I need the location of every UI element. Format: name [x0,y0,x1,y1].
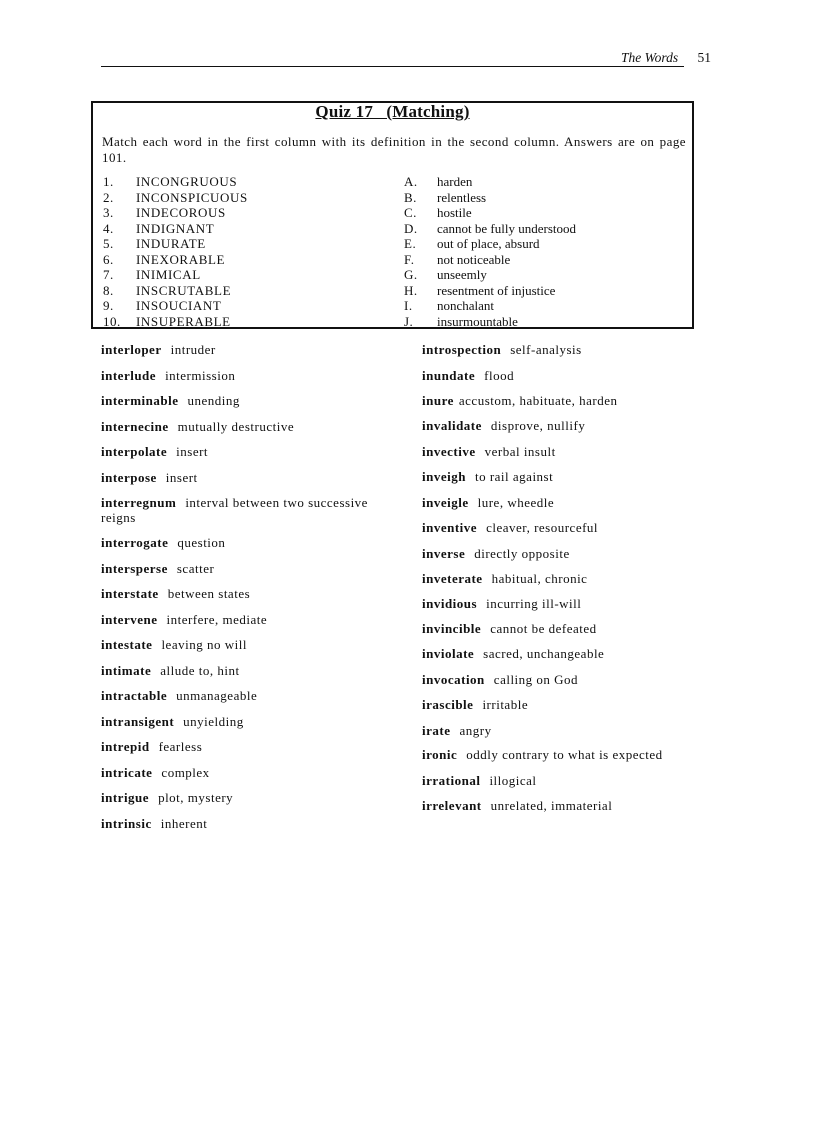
quiz-definition-letter: I. [404,298,413,313]
quiz-word-list [103,174,393,329]
quiz-word: INEXORABLE [136,251,226,267]
quiz-definition-text: harden [437,174,473,189]
vocab-definition: insert [165,469,198,485]
vocab-definition: angry [459,722,492,738]
quiz-word-number: 6. [103,251,114,267]
vocab-term: intricate [101,764,153,780]
quiz-word-number: 9. [103,298,114,313]
quiz-definition-letter: H. [404,282,418,298]
vocab-entry [101,561,401,576]
quiz-word: INDURATE [136,236,206,251]
vocab-term: inventive [422,520,478,535]
vocab-entry [422,621,712,636]
vocab-column-left [101,338,401,831]
quiz-definition-text: nonchalant [437,298,495,313]
quiz-word: INCONGRUOUS [136,174,238,189]
vocab-definition: sacred, unchangeable [483,646,605,661]
vocab-term: irate [422,722,451,738]
vocab-term: invocation [422,671,485,687]
quiz-definition-letter: J. [404,313,414,329]
quiz-word-item [103,252,393,268]
quiz-instructions: Match each word in the first column with its definition in the second column. Answers are on page 101. [102,134,686,165]
quiz-definition-item [404,252,689,268]
vocab-definition: directly opposite [474,545,570,561]
quiz-definition-letter: A. [404,174,418,189]
vocab-term: inure [422,392,454,408]
vocab-definition: to rail against [474,469,554,484]
vocab-entry [422,444,712,459]
vocab-definition: flood [484,367,515,383]
vocab-term: intrepid [101,739,150,754]
quiz-definition-letter: F. [404,251,415,267]
vocab-definition: interfere, mediate [166,611,268,627]
quiz-definition-item [404,205,689,221]
vocab-definition: mutually destructive [177,418,295,434]
vocab-entry [422,646,712,661]
vocab-definition: oddly contrary to what is expected [466,746,663,762]
quiz-word-item [103,267,393,283]
vocab-entry [101,739,401,754]
vocab-term: interminable [101,393,179,408]
quiz-definition-item [404,298,689,314]
vocab-term: ironic [422,746,458,762]
vocab-term: interlude [101,367,157,383]
vocab-term: intrigue [101,790,150,805]
quiz-definition-letter: C. [404,205,417,220]
quiz-word-item [103,298,393,314]
quiz-definition-text: not noticeable [437,251,511,267]
vocab-definition: irritable [482,696,529,712]
vocab-term: interpose [101,469,157,485]
quiz-definition-letter: E. [404,236,417,251]
quiz-word-item [103,174,393,190]
vocab-entry [422,773,712,788]
quiz-word: INCONSPICUOUS [136,189,248,205]
quiz-word-number: 10. [103,313,121,329]
vocab-definition: between states [167,586,251,601]
vocab-entry [101,419,401,434]
vocab-entry [422,418,712,433]
quiz-definition-item [404,190,689,206]
vocab-definition: self-analysis [510,342,582,357]
vocab-entry [422,798,712,813]
vocab-entry [422,393,712,408]
vocab-term: invincible [422,621,482,636]
vocab-entry [101,342,401,357]
vocab-definition: intruder [170,342,216,357]
quiz-word-item [103,283,393,299]
vocab-entry [422,546,712,561]
vocab-entry [101,816,401,831]
vocab-entry [422,672,712,687]
page-header [101,50,711,66]
vocab-term: invidious [422,596,478,611]
vocab-entry [101,444,401,459]
vocab-column-right [422,338,712,813]
vocab-definition: calling on God [493,671,579,687]
vocab-definition: fearless [158,739,203,754]
quiz-definition-item [404,314,689,330]
quiz-word-number: 5. [103,236,114,251]
quiz-box [91,101,694,329]
quiz-definition-letter: B. [404,189,417,205]
quiz-word-number: 7. [103,267,114,282]
quiz-definition-text: hostile [437,205,472,220]
quiz-word: INDIGNANT [136,220,215,236]
quiz-definition-text: unseemly [437,267,487,282]
quiz-definition-item [404,221,689,237]
vocab-entry [422,596,712,611]
vocab-term: internecine [101,418,169,434]
vocab-definition: insert [176,444,209,459]
vocab-definition: plot, mystery [158,790,234,805]
quiz-definition-text: out of place, absurd [437,236,540,251]
vocab-definition: allude to, hint [160,662,240,678]
quiz-word-number: 4. [103,220,114,236]
vocab-definition: leaving no will [161,637,247,652]
vocab-term: irascible [422,696,474,712]
vocab-term: interpolate [101,444,168,459]
header-rule [101,66,684,67]
vocab-definition: complex [161,764,210,780]
vocab-definition: question [177,535,226,550]
vocab-definition: habitual, chronic [491,571,588,586]
quiz-definition-item [404,283,689,299]
quiz-definition-letter: D. [404,220,418,236]
vocab-term: interloper [101,342,162,357]
vocab-entry [101,765,401,780]
vocab-definition: unmanageable [176,688,258,703]
quiz-definition-item [404,236,689,252]
vocab-entry [422,571,712,586]
vocab-entry [101,495,386,525]
page-number: 51 [697,50,711,65]
vocab-term: inviolate [422,646,475,661]
vocab-definition: cleaver, resourceful [486,520,599,535]
vocab-entry [422,368,712,383]
vocab-definition: unyielding [183,713,244,729]
vocab-term: interstate [101,586,159,601]
vocab-entry [101,535,401,550]
vocab-entry [422,495,712,510]
quiz-definition-letter: G. [404,267,418,282]
vocab-definition: illogical [489,772,537,788]
vocab-term: invalidate [422,418,482,433]
quiz-word-item [103,190,393,206]
vocab-term: interrogate [101,535,169,550]
vocab-term: intrinsic [101,815,152,831]
vocab-definition: unending [187,393,240,408]
quiz-definition-text: insurmountable [437,313,518,329]
vocab-definition: disprove, nullify [490,418,586,433]
quiz-word-number: 8. [103,282,114,298]
vocab-term: intransigent [101,713,175,729]
quiz-title: Quiz 17 (Matching) [315,102,470,121]
vocab-entry [101,470,401,485]
vocab-term: inverse [422,545,466,561]
vocab-entry [101,586,401,601]
quiz-definition-text: cannot be fully understood [437,220,576,236]
vocab-definition: intermission [165,367,236,383]
quiz-word-number: 3. [103,205,114,220]
vocab-term: inundate [422,367,476,383]
vocab-term: introspection [422,342,502,357]
vocab-definition: inherent [160,815,208,831]
vocab-term: interregnum [101,494,177,510]
quiz-definition-text: relentless [437,189,487,205]
quiz-word: INIMICAL [136,267,201,282]
vocab-definition: cannot be defeated [490,621,597,636]
quiz-word-item [103,236,393,252]
running-head-title: The Words [620,50,679,65]
vocab-term: inveterate [422,571,483,586]
quiz-word: INDECOROUS [136,205,226,220]
quiz-definition-item [404,174,689,190]
quiz-word-number: 1. [103,174,114,189]
vocab-definition: scatter [176,560,215,576]
vocab-term: invective [422,443,476,459]
quiz-word: INSUPERABLE [136,313,231,329]
quiz-definition-text: resentment of injustice [437,282,556,298]
vocab-definition: lure, wheedle [477,494,555,510]
vocab-entry [101,393,401,408]
quiz-word-item [103,221,393,237]
quiz-word: INSOUCIANT [136,298,222,313]
vocab-definition: interval between two successive reigns [101,494,368,525]
vocab-term: inveigh [422,469,466,484]
vocab-term: intestate [101,637,153,652]
quiz-word: INSCRUTABLE [136,282,232,298]
vocab-entry [101,637,401,652]
vocab-definition: accustom, habituate, harden [458,392,618,408]
vocab-definition: verbal insult [484,443,556,459]
vocab-entry [422,469,712,484]
vocab-entry [422,747,687,762]
vocab-entry [101,663,401,678]
vocab-term: inveigle [422,494,469,510]
vocab-entry [422,520,712,535]
quiz-word-number: 2. [103,189,114,205]
vocab-entry [422,723,712,738]
vocab-term: irrational [422,772,481,788]
vocab-term: intervene [101,611,158,627]
quiz-word-item [103,314,393,330]
vocab-entry [101,714,401,729]
vocab-term: irrelevant [422,798,482,813]
vocab-term: intimate [101,662,152,678]
vocab-definition: unrelated, immaterial [490,798,613,813]
vocab-entry [101,612,401,627]
vocab-entry [101,688,401,703]
vocab-term: intersperse [101,560,168,576]
quiz-definition-item [404,267,689,283]
vocab-entry [101,368,401,383]
vocab-definition: incurring ill-will [486,596,582,611]
vocab-entry [422,342,712,357]
vocab-term: intractable [101,688,168,703]
vocab-entry [101,790,401,805]
quiz-definition-list [404,174,689,329]
vocab-entry [422,697,712,712]
quiz-word-item [103,205,393,221]
